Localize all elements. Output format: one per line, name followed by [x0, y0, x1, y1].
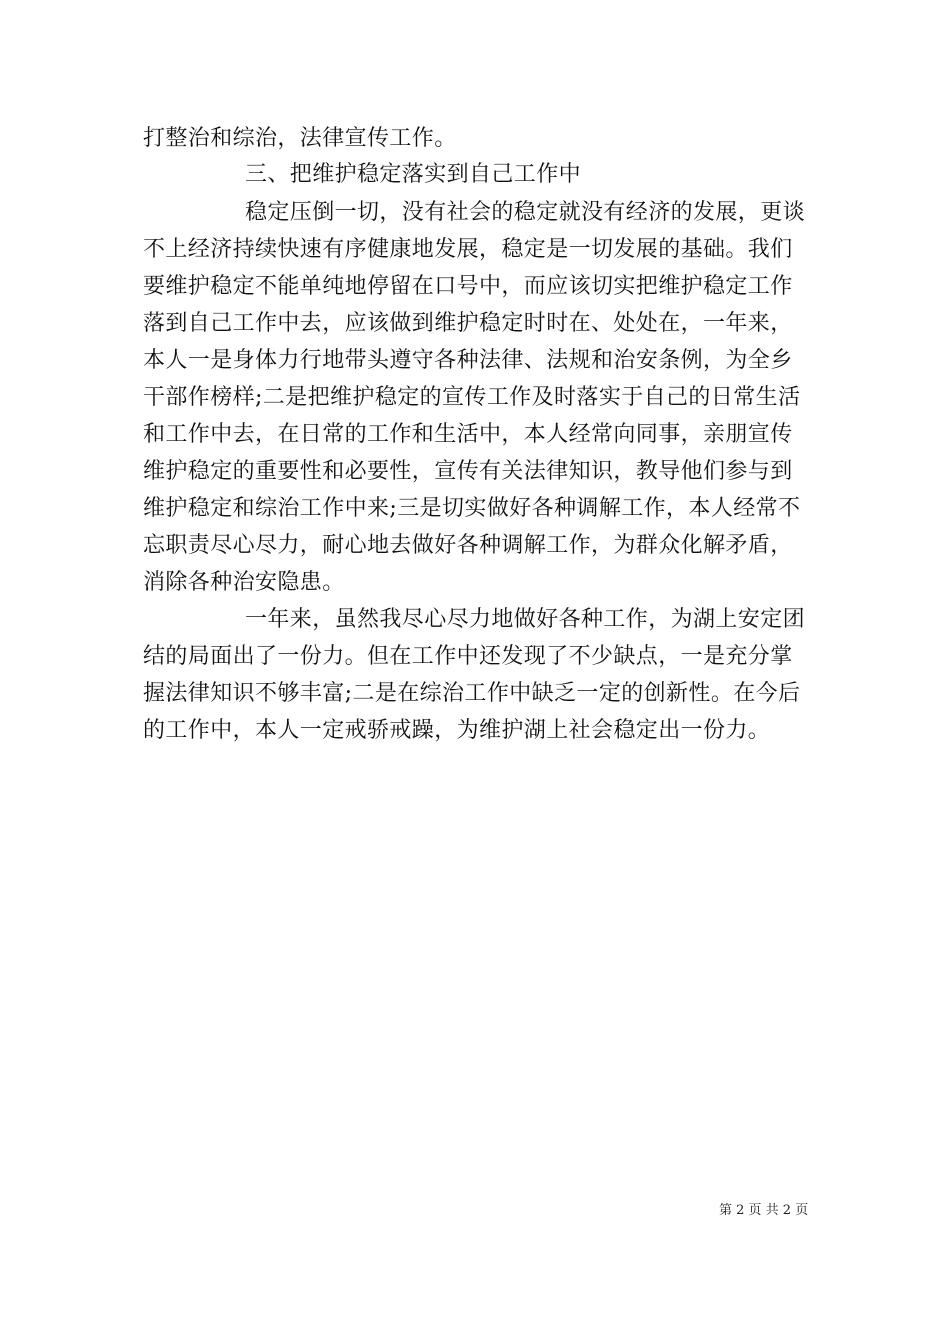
text-line: 不上经济持续快速有序健康地发展，稳定是一切发展的基础。我们: [143, 237, 793, 262]
text-line: 本人一是身体力行地带头遵守各种法律、法规和治安条例，为全乡: [143, 348, 793, 373]
page-number: 第 2 页 共 2 页: [719, 1203, 809, 1218]
text-line: 维护稳定和综治工作中来;三是切实做好各种调解工作，本人经常不: [143, 496, 801, 521]
text-line: 打整治和综治，法律宣传工作。: [143, 126, 457, 151]
text-line: 一年来，虽然我尽心尽力地做好各种工作，为湖上安定团: [245, 607, 806, 632]
text-line: 落到自己工作中去，应该做到维护稳定时时在、处处在，一年来，: [143, 311, 793, 336]
text-line: 消除各种治安隐患。: [143, 570, 345, 595]
text-line: 稳定压倒一切，没有社会的稳定就没有经济的发展，更谈: [245, 200, 806, 225]
section-heading: 三、把维护稳定落实到自己工作中: [245, 162, 582, 187]
text-line: 和工作中去，在日常的工作和生活中，本人经常向同事，亲朋宣传: [143, 422, 793, 447]
text-line: 握法律知识不够丰富;二是在综治工作中缺乏一定的创新性。在今后: [143, 681, 801, 706]
text-line: 要维护稳定不能单纯地停留在口号中，而应该切实把维护稳定工作: [143, 274, 793, 299]
text-line: 忘职责尽心尽力，耐心地去做好各种调解工作，为群众化解矛盾，: [143, 533, 793, 558]
text-line: 的工作中，本人一定戒骄戒躁，为维护湖上社会稳定出一份力。: [143, 718, 771, 743]
text-line: 干部作榜样;二是把维护稳定的宣传工作及时落实于自己的日常生活: [143, 385, 801, 410]
text-line: 维护稳定的重要性和必要性，宣传有关法律知识，教导他们参与到: [143, 459, 793, 484]
text-line: 结的局面出了一份力。但在工作中还发现了不少缺点，一是充分掌: [143, 644, 793, 669]
